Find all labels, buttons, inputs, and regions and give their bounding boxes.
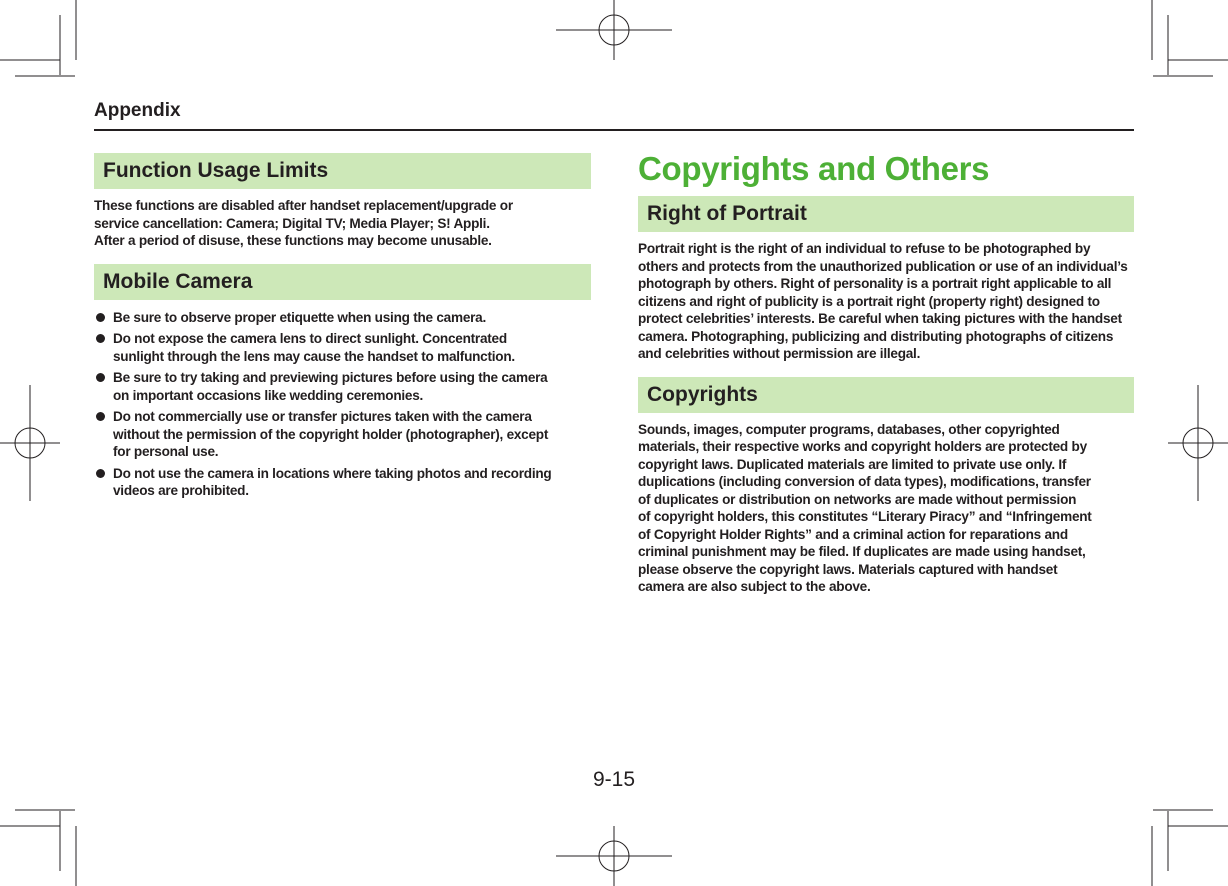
portrait-heading: Right of Portrait bbox=[638, 196, 1134, 232]
text-line: Be sure to observe proper etiquette when using the camera. bbox=[113, 309, 487, 325]
list-item bbox=[94, 330, 591, 365]
text-line: camera are also subject to the above. bbox=[638, 579, 871, 594]
text-line: protect celebrities’ interests. Be careful when taking pictures with the handset bbox=[638, 311, 1122, 326]
text-line: others and protects from the unauthorized publication or use of an individual’s bbox=[638, 258, 1128, 274]
function-usage-text bbox=[94, 197, 591, 250]
chapter-title: Appendix bbox=[94, 100, 181, 121]
text-line: materials, their respective works and copyright holders are protected by bbox=[638, 439, 1087, 454]
text-line: duplications (including conversion of data types), modifications, transfer bbox=[638, 474, 1091, 489]
bullet-icon bbox=[96, 313, 105, 322]
text-line: without the permission of the copyright holder (photographer), except bbox=[113, 426, 549, 442]
text-line: citizens and right of publicity is a portrait right (property right) designed to bbox=[638, 293, 1100, 309]
text-line: Be sure to try taking and previewing pictures before using the camera bbox=[113, 370, 548, 385]
text-line: for personal use. bbox=[113, 444, 219, 459]
text-line: on important occasions like wedding ceremonies. bbox=[113, 387, 424, 403]
text-line: and celebrities without permission are illegal. bbox=[638, 346, 921, 361]
text-line: of copyright holders, this constitutes “Literary Piracy” and “Infringement bbox=[638, 509, 1092, 524]
text-line: of duplicates or distribution on networks are made without permission bbox=[638, 491, 1077, 507]
text-line: videos are prohibited. bbox=[113, 483, 249, 498]
header-divider bbox=[94, 129, 1134, 131]
text-line: After a period of disuse, these functions may become unusable. bbox=[94, 233, 492, 248]
text-line: Portrait right is the right of an individual to refuse to be photographed by bbox=[638, 241, 1091, 256]
right-column bbox=[638, 150, 1134, 596]
bullet-icon bbox=[96, 412, 105, 421]
text-line: Sounds, images, computer programs, databases, other copyrighted bbox=[638, 421, 1060, 437]
list-item bbox=[94, 465, 591, 500]
copyrights-heading: Copyrights bbox=[638, 377, 1134, 413]
list-item bbox=[94, 408, 591, 461]
bullet-icon bbox=[96, 373, 105, 382]
page-title: Copyrights and Others bbox=[638, 150, 990, 187]
bullet-icon bbox=[96, 469, 105, 478]
text-line: Do not expose the camera lens to direct sunlight. Concentrated bbox=[113, 331, 507, 346]
copyrights-text bbox=[638, 421, 1134, 596]
text-line: criminal punishment may be filed. If duplicates are made using handset, bbox=[638, 544, 1086, 559]
text-line: Do not use the camera in locations where taking photos and recording bbox=[113, 465, 552, 481]
text-line: service cancellation: Camera; Digital TV; Media Player; S! Appli. bbox=[94, 215, 490, 231]
left-column bbox=[94, 153, 591, 504]
text-line: camera. Photographing, publicizing and distributing photographs of citizens bbox=[638, 328, 1114, 344]
function-usage-heading: Function Usage Limits bbox=[94, 153, 591, 189]
text-line: please observe the copyright laws. Materials captured with handset bbox=[638, 561, 1058, 577]
text-line: These functions are disabled after handset replacement/upgrade or bbox=[94, 198, 513, 213]
text-line: copyright laws. Duplicated materials are limited to private use only. If bbox=[638, 456, 1067, 472]
mobile-camera-list bbox=[94, 309, 591, 500]
portrait-text bbox=[638, 240, 1134, 363]
text-line: Do not commercially use or transfer pictures taken with the camera bbox=[113, 409, 532, 424]
list-item bbox=[94, 369, 591, 404]
text-line: of Copyright Holder Rights” and a criminal action for reparations and bbox=[638, 526, 1068, 542]
text-line: photograph by others. Right of personality is a portrait right applicable to all bbox=[638, 276, 1112, 291]
page-number: 9-15 bbox=[592, 768, 636, 791]
bullet-icon bbox=[96, 334, 105, 343]
text-line: sunlight through the lens may cause the handset to malfunction. bbox=[113, 348, 515, 364]
mobile-camera-heading: Mobile Camera bbox=[94, 264, 591, 300]
list-item bbox=[94, 309, 591, 327]
